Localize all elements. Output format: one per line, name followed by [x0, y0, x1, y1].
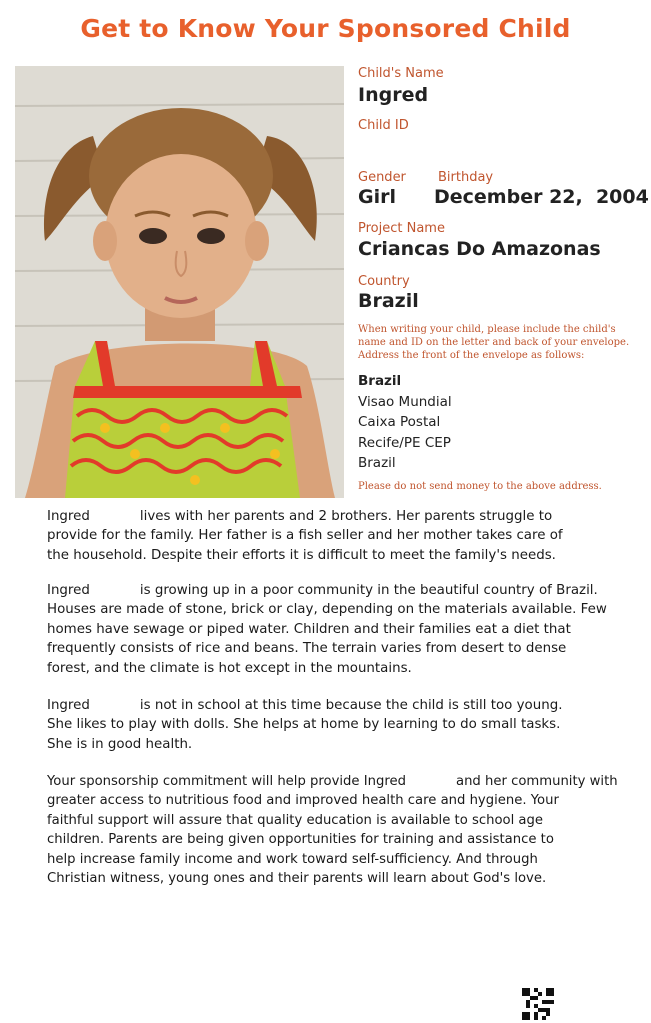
writing-instructions-line: When writing your child, please include the child's [358, 324, 616, 335]
address-line: Brazil [358, 455, 396, 471]
country-label: Country [358, 274, 410, 289]
child-photo [15, 66, 344, 498]
country-value: Brazil [358, 290, 419, 312]
child-name-inline: Ingred [47, 698, 90, 713]
address-line: Caixa Postal [358, 414, 441, 430]
writing-instructions [358, 323, 650, 362]
paragraph-line: is growing up in a poor community in the beautiful country of Brazil. [139, 583, 598, 598]
paragraph-line: She likes to play with dolls. She helps at home by learning to do small tasks. [47, 717, 561, 733]
gender-value: Girl [358, 186, 396, 208]
paragraph-line: homes have sewage or piped water. Children and their families eat a diet that [47, 621, 571, 637]
birthday-label: Birthday [438, 170, 494, 185]
paragraph-line: lives with her parents and 2 brothers. Her parents struggle to [139, 509, 553, 524]
paragraph-line: and her community with [455, 774, 618, 789]
paragraph-line: forest, and the climate is hot except in the mountains. [47, 660, 412, 676]
writing-instructions-line: Address the front of the envelope as follows: [358, 350, 585, 361]
paragraph-community [47, 581, 647, 678]
paragraph-line: is not in school at this time because the child is still too young. [139, 698, 563, 713]
paragraph-family [47, 507, 647, 565]
child-name-inline: Ingred [47, 509, 90, 524]
paragraph-line: greater access to nutritious food and improved health care and hygiene. Your [47, 793, 559, 809]
address-line: Recife/PE CEP [358, 434, 451, 451]
paragraph-line: She is in good health. [47, 736, 193, 752]
paragraph-line: frequently consists of rice and beans. The terrain varies from desert to dense [47, 641, 567, 657]
child-name-label: Child's Name [358, 66, 444, 81]
paragraph-line: Houses are made of stone, brick or clay, depending on the materials available. Few [47, 602, 607, 618]
birthday-value: December 22, 2004 [434, 186, 649, 208]
paragraph-line: the household. Despite their efforts it is difficult to meet the family's needs. [47, 547, 556, 563]
paragraph-line: help increase family income and work toward self-sufficiency. And through [47, 851, 538, 867]
project-name-value: Criancas Do Amazonas [358, 238, 601, 260]
paragraph-line: provide for the family. Her father is a fish seller and her mother takes care of [47, 528, 563, 544]
project-name-label: Project Name [358, 221, 445, 236]
page-title: Get to Know Your Sponsored Child [80, 14, 571, 43]
paragraph-line: faithful support will assure that quality education is available to school age [47, 812, 543, 828]
address-line: Visao Mundial [358, 393, 452, 410]
mailing-address [358, 371, 452, 474]
writing-instructions-line: name and ID on the letter and back of your envelope. [358, 337, 630, 348]
paragraph-line: Christian witness, young ones and their parents will learn about God's love. [47, 871, 547, 887]
paragraph-line: children. Parents are being given opportunities for training and assistance to [47, 832, 554, 848]
money-warning: Please do not send money to the above address. [358, 481, 602, 492]
child-name-value: Ingred [358, 84, 429, 106]
paragraph-sponsorship [47, 772, 647, 888]
paragraph-school [47, 696, 647, 754]
child-id-label: Child ID [358, 118, 409, 133]
child-name-inline: Ingred [47, 583, 90, 598]
address-line: Brazil [358, 373, 402, 389]
paragraph-line: Your sponsorship commitment will help provide Ingred [47, 774, 406, 789]
gender-label: Gender [358, 170, 406, 185]
qr-code-icon [522, 988, 554, 1020]
